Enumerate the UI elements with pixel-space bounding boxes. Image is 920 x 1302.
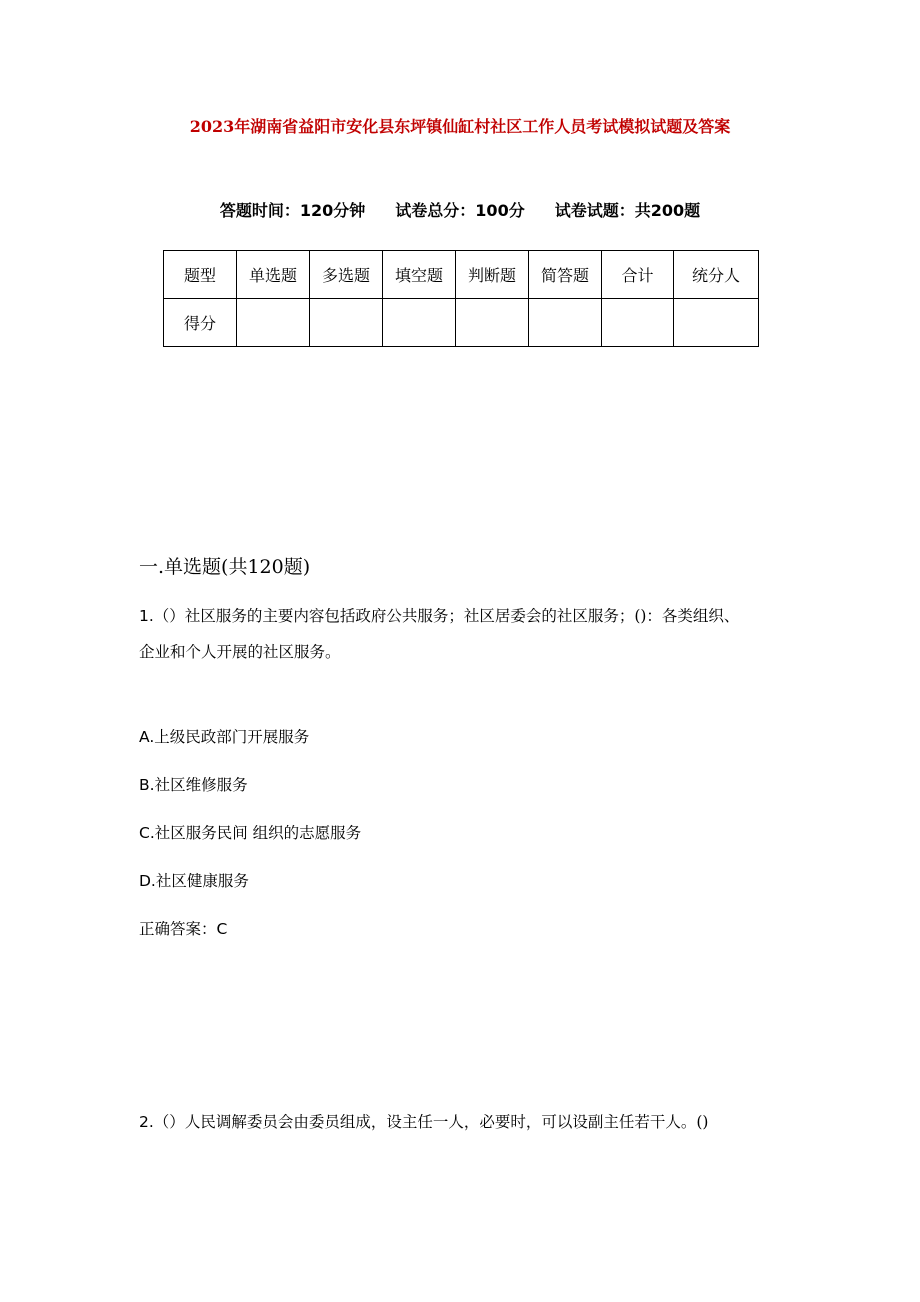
option-letter: D. [139,872,156,890]
score-cell [237,299,310,347]
score-table-score-row [164,299,759,347]
section-heading: 一.单选题(共120题) [139,556,311,578]
exam-time: 答题时间：120分钟 [219,201,366,220]
option-text: 社区维修服务 [154,776,248,794]
header-cell-short-answer: 简答题 [529,251,602,299]
score-cell [529,299,602,347]
correct-answer [139,917,227,939]
exam-info [0,198,920,221]
option-c [139,821,361,843]
option-d [139,869,249,891]
question-paren: （） [153,1113,185,1131]
question-stem: 人民调解委员会由委员组成，设主任一人，必要时，可以设副主任若干人。() [184,1113,709,1131]
header-cell-scorer: 统分人 [674,251,759,299]
header-cell-true-false: 判断题 [456,251,529,299]
header-cell-type: 题型 [164,251,237,299]
question-stem: 社区服务的主要内容包括政府公共服务；社区居委会的社区服务；()：各类组织、 [184,607,740,625]
option-text: 社区服务民间 组织的志愿服务 [154,824,362,842]
option-letter: C. [139,824,155,842]
answer-value: C [216,920,228,938]
exam-question-count: 试卷试题：共200题 [554,201,701,220]
option-a [139,725,309,747]
header-cell-fill-blank: 填空题 [383,251,456,299]
question-paren: （） [153,607,185,625]
score-cell [310,299,383,347]
option-letter: A. [139,728,155,746]
score-table [163,250,759,347]
score-table-header-row [164,251,759,299]
score-cell [674,299,759,347]
score-cell [456,299,529,347]
document-title: 2023年湖南省益阳市安化县东坪镇仙缸村社区工作人员考试模拟试题及答案 [189,117,731,136]
header-cell-multiple-choice: 多选题 [310,251,383,299]
option-letter: B. [139,776,155,794]
question-2-line-1 [139,1110,708,1132]
question-number: 2. [139,1113,154,1131]
question-1-line-1 [139,604,739,626]
header-cell-total: 合计 [602,251,674,299]
option-text: 社区健康服务 [155,872,249,890]
option-text: 上级民政部门开展服务 [154,728,310,746]
header-cell-single-choice: 单选题 [237,251,310,299]
option-b [139,773,248,795]
score-cell [383,299,456,347]
question-number: 1. [139,607,154,625]
answer-label: 正确答案： [139,920,217,938]
score-row-label: 得分 [164,299,237,347]
question-stem-continued: 企业和个人开展的社区服务。 [139,643,341,661]
score-cell [602,299,674,347]
question-1-line-2 [139,640,341,662]
exam-total-score: 试卷总分：100分 [395,201,525,220]
